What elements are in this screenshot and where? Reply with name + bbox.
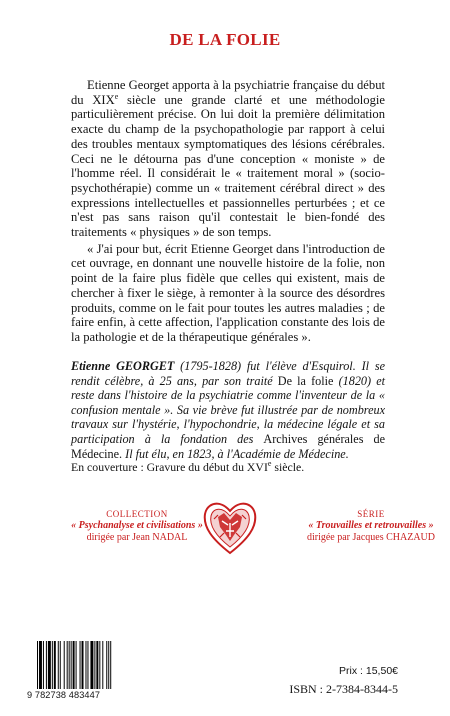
barcode-bar bbox=[90, 641, 93, 689]
barcode-bar bbox=[106, 641, 107, 689]
barcode-bar bbox=[37, 641, 38, 689]
price: Prix : 15,50€ bbox=[339, 665, 398, 677]
serie-heading: SÉRIE bbox=[357, 509, 385, 519]
collection-name: « Psychanalyse et civilisations » bbox=[71, 520, 203, 531]
barcode-bar bbox=[60, 641, 61, 689]
cover-credit: En couverture : Gravure du début du XVIe siècle. bbox=[71, 459, 305, 474]
isbn: ISBN : 2-7384-8344-5 bbox=[289, 682, 398, 696]
barcode-block bbox=[27, 641, 133, 701]
barcode-bar bbox=[94, 641, 95, 689]
barcode-bar bbox=[71, 641, 72, 689]
publisher-heart-logo-icon bbox=[200, 497, 260, 557]
barcode-bar bbox=[69, 641, 70, 689]
barcode-bar bbox=[67, 641, 68, 689]
collection-director: dirigée par Jean NADAL bbox=[86, 532, 188, 543]
barcode-bar bbox=[52, 641, 53, 689]
back-cover-text bbox=[71, 78, 385, 345]
barcode-bar bbox=[54, 641, 56, 689]
barcode-bar bbox=[58, 641, 59, 689]
barcode-bar bbox=[85, 641, 86, 689]
serie-info bbox=[296, 508, 446, 544]
serie-director: dirigée par Jacques CHAZAUD bbox=[306, 532, 436, 543]
barcode-digits: 9 782738 483447 bbox=[27, 690, 101, 700]
barcode-bar bbox=[64, 641, 65, 689]
paragraph-intro: Etienne Georget apporta à la psychiatrie française du début du XIXe siècle une grande clarté et une méthodologie particulièrement précise. On lui doit la première délimitation exacte du champ de la psychopathologie par rapport à celui des troubles mentaux symptomatiques des lésions cérébrales. Ceci ne le détourna pas d'une conception « moniste » de l'homme réel. Il considérait le « traitement moral » (socio-psychothérapie) comme un « traitement cérébral direct » des expressions intellectuelles et passionnelles perturbées ; et ce n'est pas sans raison qu'il contestait le bien-fondé des traitements « physiques » de son temps. bbox=[71, 78, 385, 240]
author-name: Etienne GEORGET bbox=[71, 359, 175, 373]
author-biography: Etienne GEORGET (1795-1828) fut l'élève d'Esquirol. Il se rendit célèbre, à 25 ans, par son traité De la folie (1820) et reste dans l'histoire de la psychiatrie comme l'inventeur de la « confusion mentale ». Sa vie brève fut illustrée par de nombreux travaux sur l'hystérie, l'hypochondrie, la médecine légale et sa participation à la fondation des Archives générales de Médecine. Il fut élu, en 1823, à l'Académie de Médecine. bbox=[71, 359, 386, 461]
barcode-bar bbox=[48, 641, 51, 689]
barcode-bar bbox=[96, 641, 98, 689]
book-title: DE LA FOLIE bbox=[169, 30, 281, 49]
barcode-bar bbox=[76, 641, 77, 689]
barcode-bar bbox=[82, 641, 84, 689]
barcode-bar bbox=[80, 641, 81, 689]
barcode-bar bbox=[108, 641, 109, 689]
ean-barcode-icon bbox=[37, 641, 131, 689]
barcode-bar bbox=[43, 641, 44, 689]
barcode-bar bbox=[87, 641, 88, 689]
barcode-bar bbox=[110, 641, 111, 689]
barcode-bar bbox=[73, 641, 75, 689]
barcode-bar bbox=[39, 641, 40, 689]
barcode-bar bbox=[40, 641, 42, 689]
barcode-bar bbox=[46, 641, 47, 689]
paragraph-quote: « J'ai pour but, écrit Etienne Georget dans l'introduction de cet ouvrage, en donnant une nouvelle histoire de la folie, non point de la faire plus fidèle que celles qui existent, mais de chercher à fixer le siège, à remonter à la source des désordres produits, comme on le fait pour toutes les autres maladies ; de faire enfin, à cette affection, l'application constante des lois de la pathologie et de la thérapeutique générales ». bbox=[71, 241, 385, 344]
barcode-bar bbox=[99, 641, 100, 689]
collection-info bbox=[62, 508, 212, 544]
collection-heading: COLLECTION bbox=[106, 509, 168, 519]
serie-name: « Trouvailles et retrouvailles » bbox=[308, 520, 434, 531]
barcode-bar bbox=[102, 641, 103, 689]
